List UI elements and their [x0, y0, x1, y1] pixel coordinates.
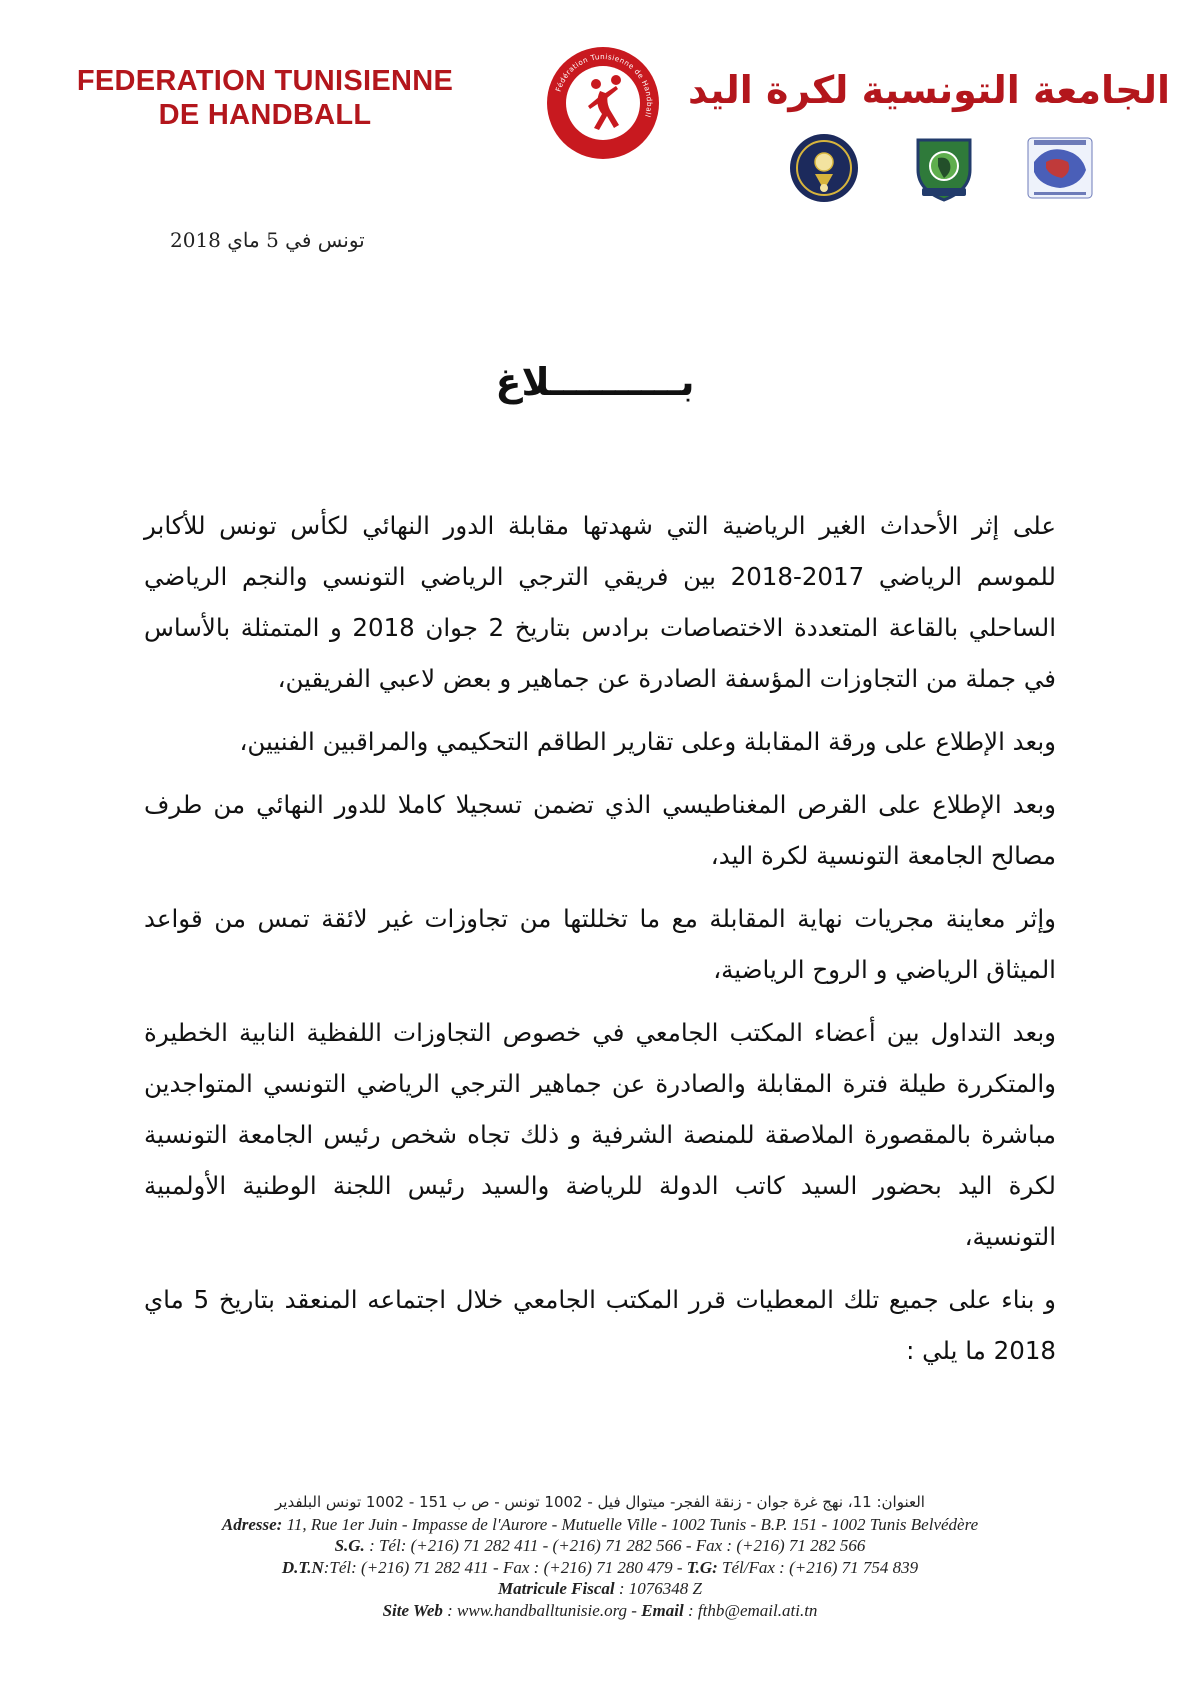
african-handball-emblem	[908, 132, 980, 204]
logo-ring-text: Fédération Tunisienne de Handball	[553, 51, 655, 119]
tg-text: Tél/Fax : (+216) 71 754 839	[717, 1557, 919, 1577]
footer-matricule	[120, 1578, 1080, 1600]
federation-logo	[544, 44, 662, 162]
address-label: Adresse:	[221, 1514, 283, 1534]
ihf-emblem	[788, 132, 860, 204]
document-date: تونس في 5 ماي 2018	[170, 228, 365, 252]
letterhead-footer	[120, 1492, 1080, 1621]
footer-sg-contact	[120, 1535, 1080, 1557]
french-name-line-2: DE HANDBALL	[158, 99, 372, 131]
communique-title: بــــــــــلاغ	[495, 360, 695, 404]
email-label: Email	[641, 1600, 684, 1620]
address-text: 11, Rue 1er Juin - Impasse de l'Aurore - Mutuelle Ville - 1002 Tunis - B.P. 151 - 1002 Tunis Belvédère	[286, 1514, 979, 1534]
paragraph: وبعد الإطلاع على القرص المغناطيسي الذي تضمن تسجيلا كاملا للدور النهائي من طرف مصالح الجامعة التونسية لكرة اليد،	[144, 790, 1056, 870]
french-federation-name	[50, 64, 480, 132]
paragraph: و بناء على جميع تلك المعطيات قرر المكتب الجامعي خلال اجتماعه المنعقد بتاريخ 5 ماي 2018 ما يلي :	[144, 1285, 1056, 1365]
paragraph: وبعد التداول بين أعضاء المكتب الجامعي في خصوص التجاوزات اللفظية النابية الخطيرة والمتكررة طيلة فترة المقابلة والصادرة عن جماهير الترجي الرياضي التونسي المتواجدين مباشرة بالمقصورة الملاصقة للمنصة الشرفية و ذلك تجاه شخص رئيس الجامعة التونسية لكرة اليد بحضور السيد كاتب الدولة للرياضة والسيد رئيس اللجنة الوطنية الأولمبية التونسية،	[144, 1018, 1056, 1251]
email-link: : fthb@email.ati.tn	[683, 1600, 818, 1620]
tg-label: T.G:	[686, 1557, 718, 1577]
paragraph: على إثر الأحداث الغير الرياضية التي شهدتها مقابلة الدور النهائي لكأس تونس للأكابر للموسم الرياضي 2017-2018 بين فريقي الترجي الرياضي التونسي والنجم الرياضي الساحلي بالقاعة المتعددة الاختصاصات برادس بتاريخ 2 جوان 2018 و المتمثلة بالأساس في جملة من التجاوزات المؤسفة الصادرة عن جماهير و بعض لاعبي الفريقين،	[144, 511, 1056, 693]
footer-dtn-contact	[120, 1557, 1080, 1579]
footer-address-french	[120, 1514, 1080, 1536]
arab-handball-emblem	[1024, 132, 1096, 204]
site-link: : www.handballtunisie.org -	[442, 1600, 642, 1620]
footer-web	[120, 1600, 1080, 1622]
communique-body	[144, 500, 1056, 1388]
footer-address-arabic: العنوان: 11، نهج غرة جوان - زنقة الفجر- ميتوال فيل - 1002 تونس - ص ب 151 - 1002 تونس البلفدير	[275, 1493, 925, 1511]
dtn-label: D.T.N	[281, 1557, 324, 1577]
sg-label: S.G.	[334, 1536, 365, 1555]
paragraph: وبعد الإطلاع على ورقة المقابلة وعلى تقارير الطاقم التحكيمي والمراقبين الفنيين،	[239, 727, 1056, 756]
sg-text: : Tél: (+216) 71 282 411 - (+216) 71 282 566 - Fax : (+216) 71 282 566	[369, 1536, 866, 1555]
french-name-line-1: FEDERATION TUNISIENNE	[76, 65, 454, 97]
arabic-federation-name: الجامعة التونسية لكرة اليد	[688, 68, 1170, 112]
site-label: Site Web	[382, 1600, 443, 1620]
dtn-text: :Tél: (+216) 71 282 411 - Fax : (+216) 71 280 479 -	[323, 1557, 687, 1577]
matricule-text: : 1076348 Z	[614, 1579, 703, 1598]
matricule-label: Matricule Fiscal	[497, 1579, 615, 1598]
paragraph: وإثر معاينة مجريات نهاية المقابلة مع ما تخللتها من تجاوزات غير لائقة تمس من قواعد الميثاق الرياضي و الروح الرياضية،	[144, 904, 1056, 984]
